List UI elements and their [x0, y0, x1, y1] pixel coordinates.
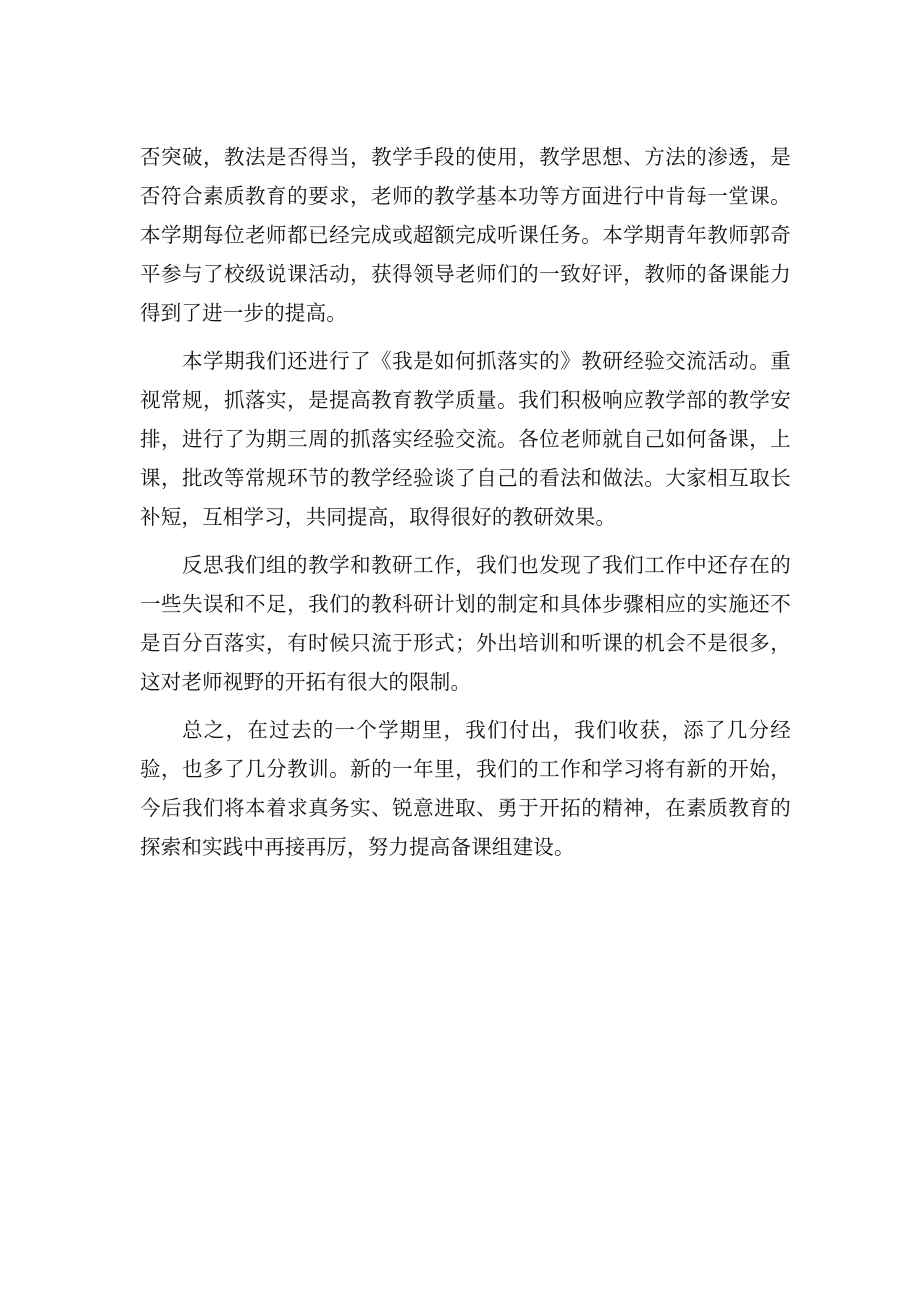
document-page: [140, 138, 791, 867]
paragraph-summary: 总之，在过去的一个学期里，我们付出，我们收获，添了几分经验，也多了几分教训。新的一年里，我们的工作和学习将有新的开始，今后我们将本着求真务实、锐意进取、勇于开拓的精神，在素质教育的探索和实践中再接再厉，努力提高备课组建设。: [140, 718, 791, 859]
paragraph-research-exchange: 本学期我们还进行了《我是如何抓落实的》教研经验交流活动。重视常规，抓落实，是提高教育教学质量。我们积极响应教学部的教学安排，进行了为期三周的抓落实经验交流。各位老师就自己如何备课，上课，批改等常规环节的教学经验谈了自己的看法和做法。大家相互取长补短，互相学习，共同提高，取得很好的教研效果。: [140, 349, 791, 529]
paragraph-reflection: 反思我们组的教学和教研工作，我们也发现了我们工作中还存在的一些失误和不足，我们的教科研计划的制定和具体步骤相应的实施还不是百分百落实，有时候只流于形式；外出培训和听课的机会不是很多，这对老师视野的开拓有很大的限制。: [140, 553, 791, 694]
paragraph-continuation: 否突破，教法是否得当，教学手段的使用，教学思想、方法的渗透，是否符合素质教育的要求，老师的教学基本功等方面进行中肯每一堂课。本学期每位老师都已经完成或超额完成听课任务。本学期青年教师郭奇平参与了校级说课活动，获得领导老师们的一致好评，教师的备课能力得到了进一步的提高。: [140, 145, 791, 325]
